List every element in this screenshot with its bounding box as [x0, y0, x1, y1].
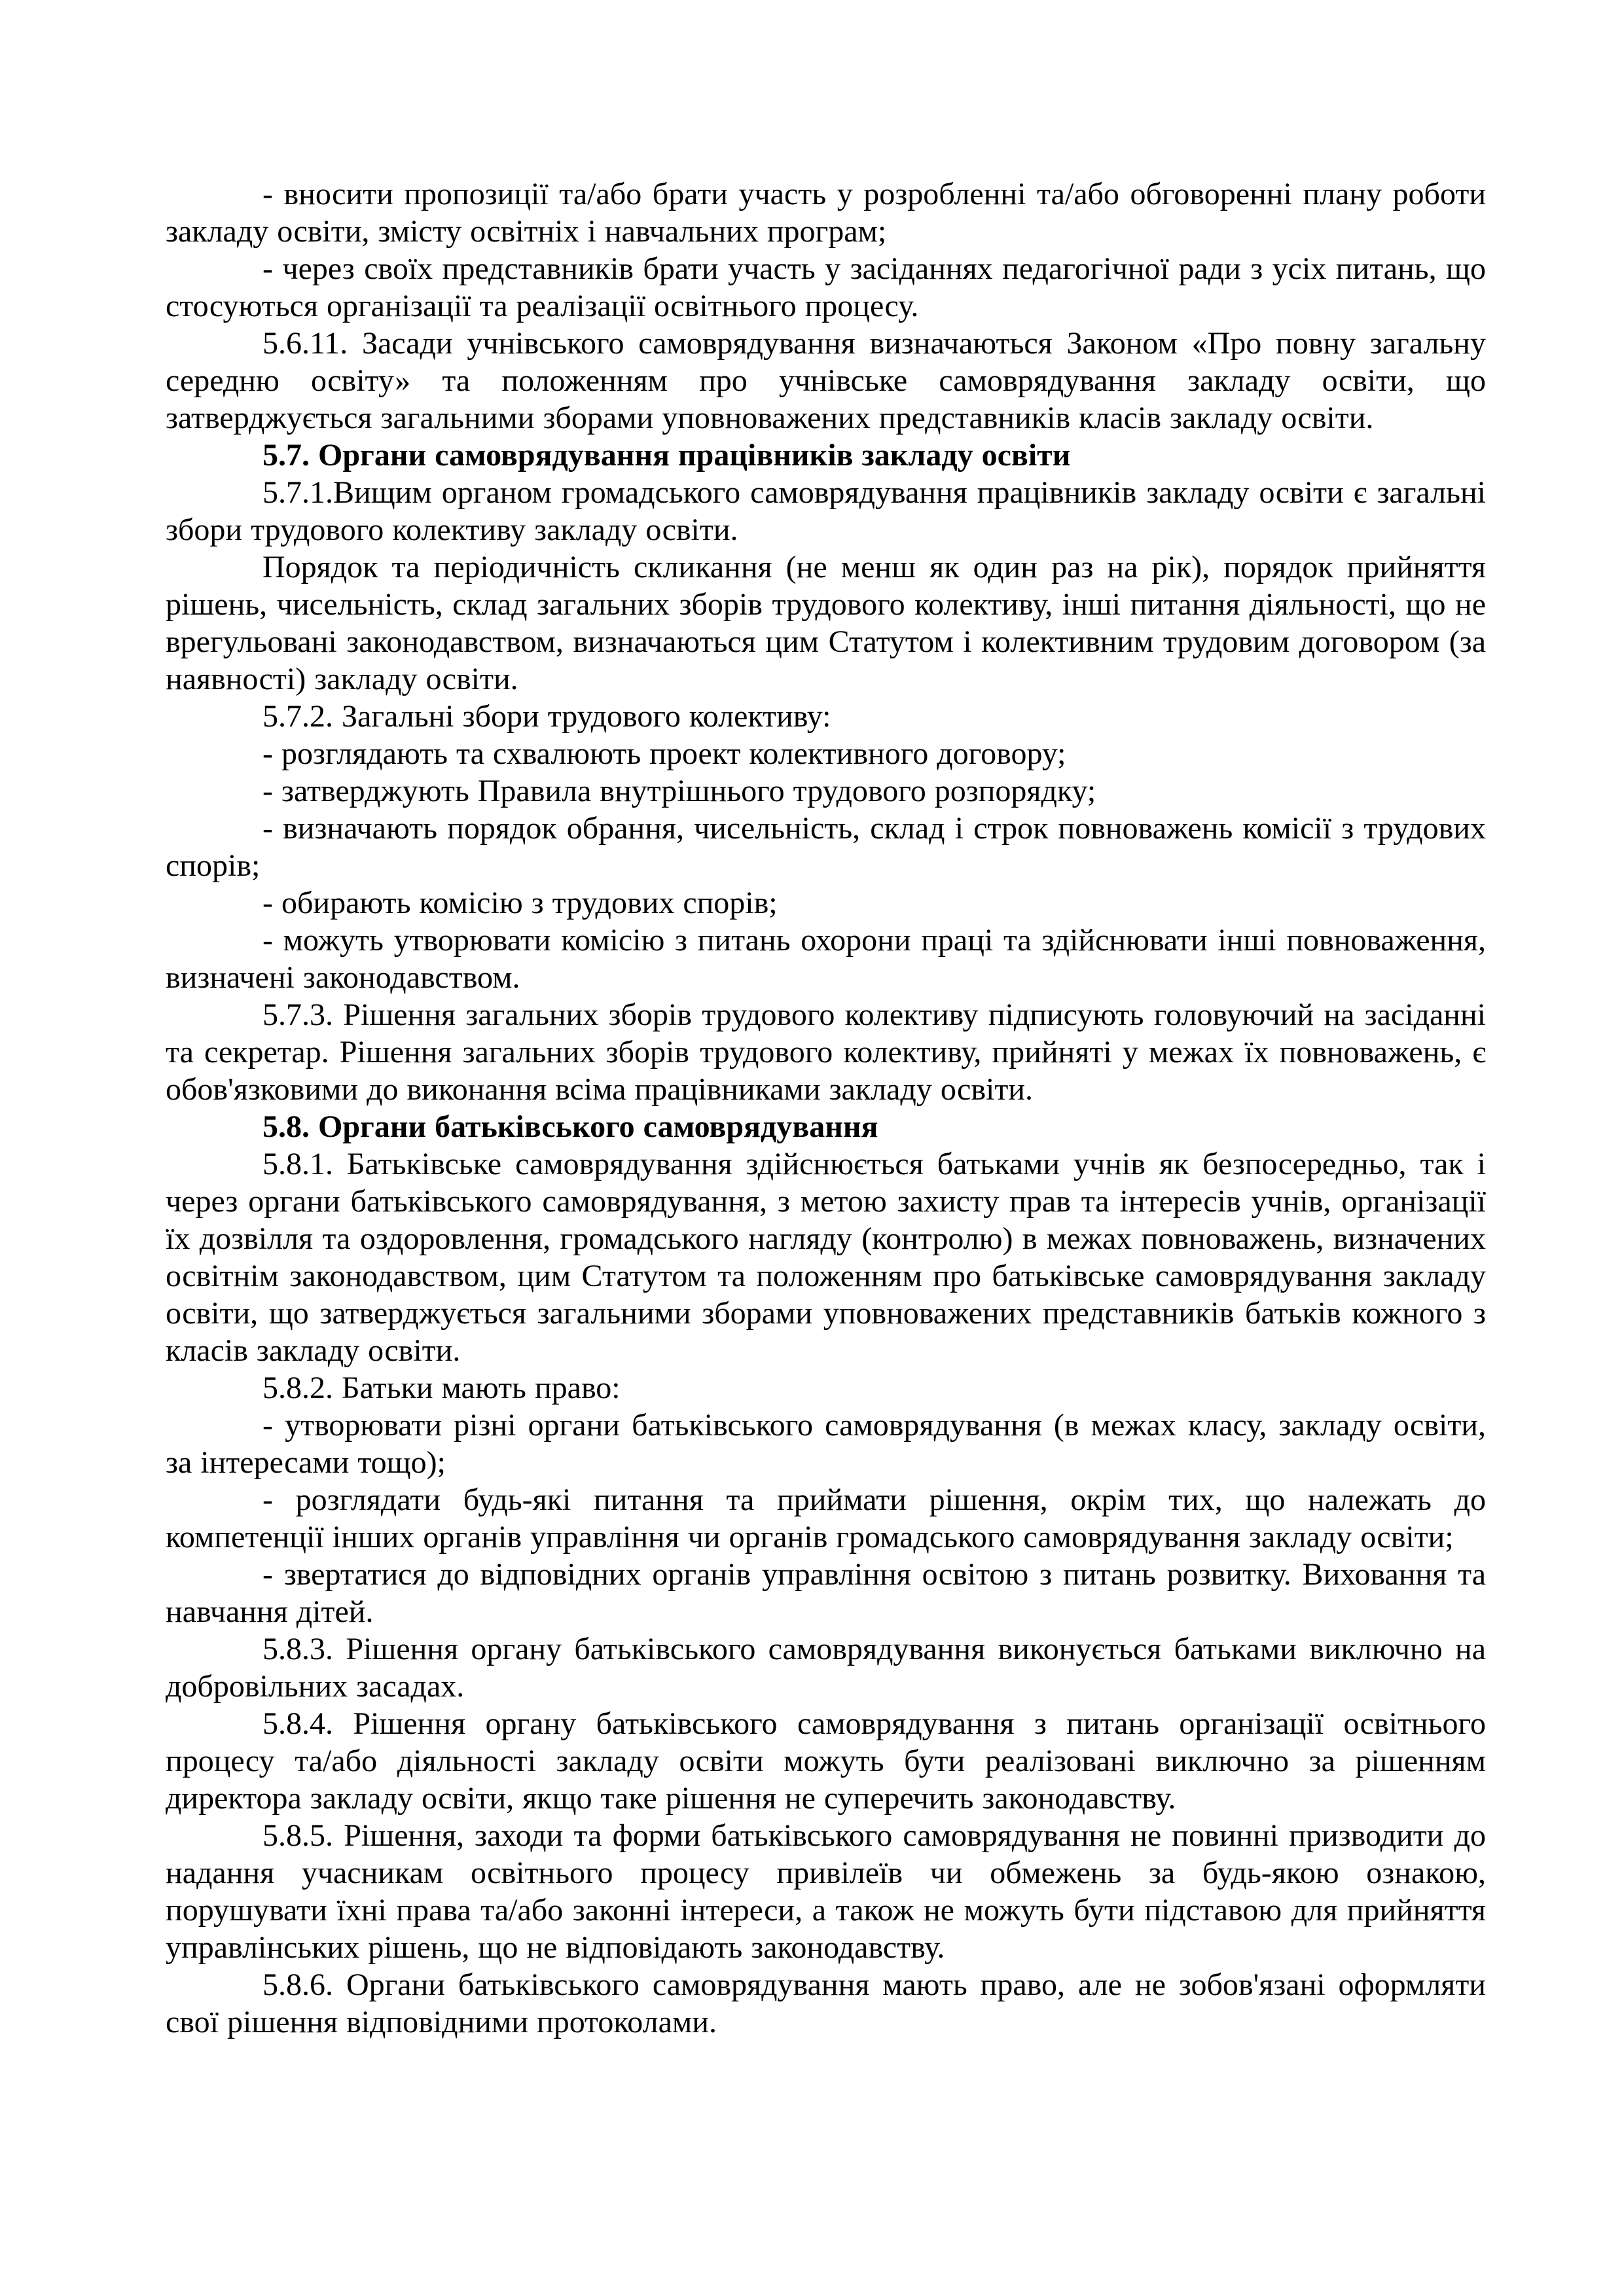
paragraph: - можуть утворювати комісію з питань охорони праці та здійснювати інші повноваження, визначені законодавством. — [166, 923, 1486, 995]
document-body — [166, 175, 1486, 2041]
paragraph: - розглядають та схвалюють проект колективного договору; — [262, 736, 1066, 771]
paragraph: Порядок та періодичність скликання (не менш як один раз на рік), порядок прийняття рішень, чисельність, склад загальних зборів трудового колективу, інші питання діяльності, що не врегульовані законодавством, визначаються цим Статутом і колективним трудовим договором (за наявності) закладу освіти. — [166, 550, 1486, 696]
paragraph: - обирають комісію з трудових спорів; — [262, 886, 778, 920]
section-heading: 5.7. Органи самоврядування працівників закладу освіти — [262, 438, 1071, 473]
paragraph: - розглядати будь-які питання та приймати рішення, окрім тих, що належать до компетенції інших органів управління чи органів громадського самоврядування закладу освіти; — [166, 1482, 1486, 1554]
paragraph: - затверджують Правила внутрішнього трудового розпорядку; — [262, 774, 1096, 808]
paragraph: 5.8.5. Рішення, заходи та форми батьківського самоврядування не повинні призводити до надання учасникам освітнього процесу привілеїв чи обмежень за будь-якою ознакою, порушувати їхні права та/або законні інтереси, а також не можуть бути підставою для прийняття управлінських рішень, що не відповідають законодавству. — [166, 1818, 1486, 1965]
paragraph: 5.8.2. Батьки мають право: — [262, 1371, 621, 1405]
paragraph: - вносити пропозиції та/або брати участь у розробленні та/або обговоренні плану роботи закладу освіти, змісту освітніх і навчальних програм; — [166, 177, 1486, 249]
paragraph: 5.8.1. Батьківське самоврядування здійснюється батьками учнів як безпосередньо, так і через органи батьківського самоврядування, з метою захисту прав та інтересів учнів, організації їх дозвілля та оздоровлення, громадського нагляду (контролю) в межах повноважень, визначених освітнім законодавством, цим Статутом та положенням про батьківське самоврядування закладу освіти, що затверджується загальними зборами уповноважених представників батьків кожного з класів закладу освіти. — [166, 1147, 1486, 1368]
paragraph: 5.8.6. Органи батьківського самоврядування мають право, але не зобов'язані оформляти свої рішення відповідними протоколами. — [166, 1967, 1486, 2039]
paragraph: - через своїх представників брати участь у засіданнях педагогічної ради з усіх питань, що стосуються організації та реалізації освітнього процесу. — [166, 251, 1486, 323]
paragraph: - звертатися до відповідних органів управління освітою з питань розвитку. Виховання та навчання дітей. — [166, 1557, 1486, 1629]
section-heading: 5.8. Органи батьківського самоврядування — [262, 1109, 878, 1144]
paragraph: 5.6.11. Засади учнівського самоврядування визначаються Законом «Про повну загальну середню освіту» та положенням про учнівське самоврядування закладу освіти, що затверджується загальними зборами уповноважених представників класів закладу освіти. — [166, 326, 1486, 435]
paragraph: - визначають порядок обрання, чисельність, склад і строк повноважень комісії з трудових спорів; — [166, 811, 1486, 883]
paragraph: 5.7.2. Загальні збори трудового колективу: — [262, 699, 831, 734]
paragraph: 5.8.3. Рішення органу батьківського самоврядування виконується батьками виключно на добровільних засадах. — [166, 1632, 1486, 1704]
paragraph: - утворювати різні органи батьківського самоврядування (в межах класу, закладу освіти, за інтересами тощо); — [166, 1408, 1486, 1480]
paragraph: 5.7.3. Рішення загальних зборів трудового колективу підписують головуючий на засіданні та секретар. Рішення загальних зборів трудового колективу, прийняті у межах їх повноважень, є обов'язковими до виконання всіма працівниками закладу освіти. — [166, 997, 1486, 1107]
paragraph: 5.7.1.Вищим органом громадського самоврядування працівників закладу освіти є загальні збори трудового колективу закладу освіти. — [166, 475, 1486, 547]
paragraph: 5.8.4. Рішення органу батьківського самоврядування з питань організації освітнього процесу та/або діяльності закладу освіти можуть бути реалізовані виключно за рішенням директора закладу освіти, якщо таке рішення не суперечить законодавству. — [166, 1706, 1486, 1816]
